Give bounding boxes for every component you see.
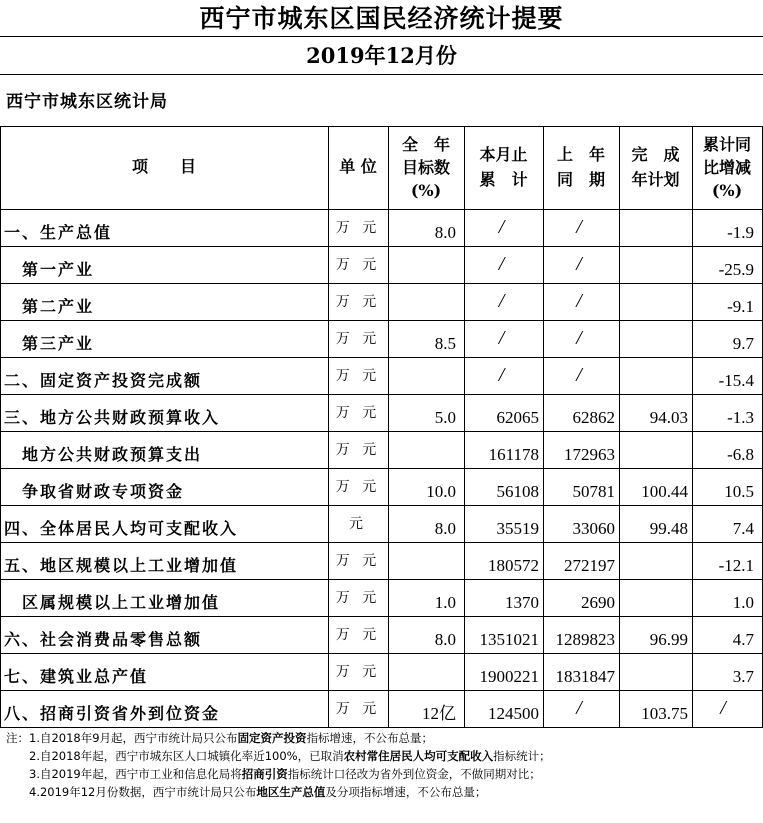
rule-line [0,727,763,728]
row-divider [0,320,763,321]
cell-unit: 万 元 [335,627,381,643]
cell-cumulative: / [498,327,505,349]
cell-last-year: / [576,290,582,312]
row-divider [0,616,763,617]
cell-completion: 94.03 [649,408,688,427]
cell-unit: 万 元 [335,590,381,606]
cell-item: 六、社会消费品零售总额 [4,630,203,649]
header-target-l2: 目标数 [401,158,450,177]
cell-unit: 万 元 [335,479,381,495]
cell-cumulative: 1351021 [479,630,539,649]
cell-target: 8.0 [434,223,456,242]
cell-target: 5.0 [434,408,456,427]
footnote-2: 2.自2018年起，西宁市城东区人口城镇化率近100%，已取消农村常住居民人均可支配收入指标统计； [6,749,551,763]
footnote-4: 4.2019年12月份数据，西宁市统计局只公布地区生产总值及分项指标增速，不公布总量； [6,785,487,799]
row-divider [0,431,763,432]
cell-item: 五、地区规模以上工业增加值 [4,556,239,575]
cell-last-year: 172963 [564,445,615,464]
cell-item: 第二产业 [4,297,95,316]
cell-target: 8.0 [434,519,456,538]
row-divider [0,283,763,284]
cell-unit: 万 元 [335,442,381,458]
cell-last-year: 272197 [564,556,615,575]
header-target-l1: 全 年 [401,135,450,154]
header-cumulative-l2: 累 计 [479,170,528,189]
page-subtitle: 2019年12月份 [306,43,457,68]
row-divider [0,505,763,506]
header-growth-l3: (%) [711,181,743,200]
cell-growth: 7.4 [732,519,754,538]
cell-growth: -12.1 [718,556,754,575]
footnote-3: 3.自2019年起，西宁市工业和信息化局将招商引资指标统计口径改为省外到位资金，不做同期对比； [6,767,541,781]
cell-unit: 元 [349,516,367,532]
rule-line [0,36,763,37]
rule-line [0,126,763,127]
col-line [0,126,1,727]
cell-cumulative: 1900221 [479,667,539,686]
header-completion-l1: 完 成 [631,145,680,164]
cell-unit: 万 元 [335,294,381,310]
cell-unit: 万 元 [335,368,381,384]
cell-cumulative: 124500 [488,704,539,723]
cell-item: 八、招商引资省外到位资金 [4,704,221,723]
rule-line [0,209,763,210]
cell-completion: 96.99 [649,630,688,649]
cell-cumulative: 180572 [488,556,539,575]
cell-completion: 103.75 [641,704,688,723]
cell-last-year: 33060 [572,519,615,538]
cell-growth: / [720,697,726,719]
cell-growth: -15.4 [718,371,754,390]
cell-last-year: / [576,364,582,386]
cell-cumulative: / [498,253,505,275]
cell-completion: 100.44 [641,482,688,501]
row-divider [0,653,763,654]
header-target-l3: (%) [410,181,442,200]
cell-growth: 10.5 [724,482,754,501]
cell-target: 12亿 [422,704,456,723]
row-divider [0,579,763,580]
cell-item: 四、全体居民人均可支配收入 [4,519,239,538]
cell-growth: 1.0 [732,593,754,612]
cell-item: 三、地方公共财政预算收入 [4,408,221,427]
cell-completion: 99.48 [649,519,688,538]
rule-line [0,74,763,75]
cell-last-year: 1289823 [555,630,615,649]
cell-last-year: 1831847 [555,667,615,686]
cell-item: 一、生产总值 [4,223,113,242]
page-title: 西宁市城东区国民经济统计提要 [199,4,564,33]
header-cumulative-l1: 本月止 [479,145,528,164]
cell-cumulative: 62065 [496,408,539,427]
cell-cumulative: 1370 [505,593,539,612]
row-divider [0,246,763,247]
cell-item: 第一产业 [4,260,95,279]
footnote-1: 注：1.自2018年9月起，西宁市统计局只公布固定资产投资指标增速，不公布总量； [6,731,434,745]
cell-growth: 3.7 [732,667,754,686]
cell-unit: 万 元 [335,664,381,680]
cell-growth: 9.7 [732,334,754,353]
cell-growth: -1.9 [727,223,754,242]
cell-growth: -25.9 [718,260,754,279]
header-unit: 单 位 [339,157,377,176]
row-divider [0,394,763,395]
header-growth-l1: 累计同 [702,135,751,154]
cell-growth: -1.3 [727,408,754,427]
row-divider [0,542,763,543]
cell-last-year: / [576,697,582,719]
cell-growth: -9.1 [727,297,754,316]
row-divider [0,468,763,469]
cell-item: 地方公共财政预算支出 [4,445,203,464]
bureau-name: 西宁市城东区统计局 [6,92,168,112]
cell-growth: -6.8 [727,445,754,464]
header-growth-l2: 比增减 [702,158,751,177]
cell-item: 二、固定资产投资完成额 [4,371,203,390]
footnotes [6,729,761,801]
header-item: 项 目 [131,157,196,176]
cell-item: 七、建筑业总产值 [4,667,149,686]
cell-last-year: / [576,216,582,238]
cell-last-year: 50781 [572,482,615,501]
row-divider [0,690,763,691]
header-last-year-l2: 同 期 [556,170,605,189]
header-completion-l2: 年计划 [631,170,680,189]
cell-unit: 万 元 [335,405,381,421]
cell-cumulative: 35519 [496,519,539,538]
cell-cumulative: 56108 [496,482,539,501]
cell-cumulative: 161178 [488,445,539,464]
cell-cumulative: / [498,290,505,312]
cell-last-year: / [576,253,582,275]
cell-target: 8.5 [434,334,456,353]
cell-item: 第三产业 [4,334,95,353]
cell-last-year: / [576,327,582,349]
cell-last-year: 62862 [572,408,615,427]
cell-target: 1.0 [434,593,456,612]
cell-target: 8.0 [434,630,456,649]
cell-last-year: 2690 [581,593,615,612]
cell-unit: 万 元 [335,553,381,569]
cell-item: 争取省财政专项资金 [4,482,185,501]
cell-unit: 万 元 [335,220,381,236]
cell-target: 10.0 [426,482,456,501]
cell-unit: 万 元 [335,331,381,347]
cell-cumulative: / [498,216,505,238]
cell-item: 区属规模以上工业增加值 [4,593,221,612]
cell-cumulative: / [498,364,505,386]
header-last-year-l1: 上 年 [556,145,605,164]
row-divider [0,357,763,358]
cell-unit: 万 元 [335,701,381,717]
cell-growth: 4.7 [732,630,754,649]
cell-unit: 万 元 [335,257,381,273]
